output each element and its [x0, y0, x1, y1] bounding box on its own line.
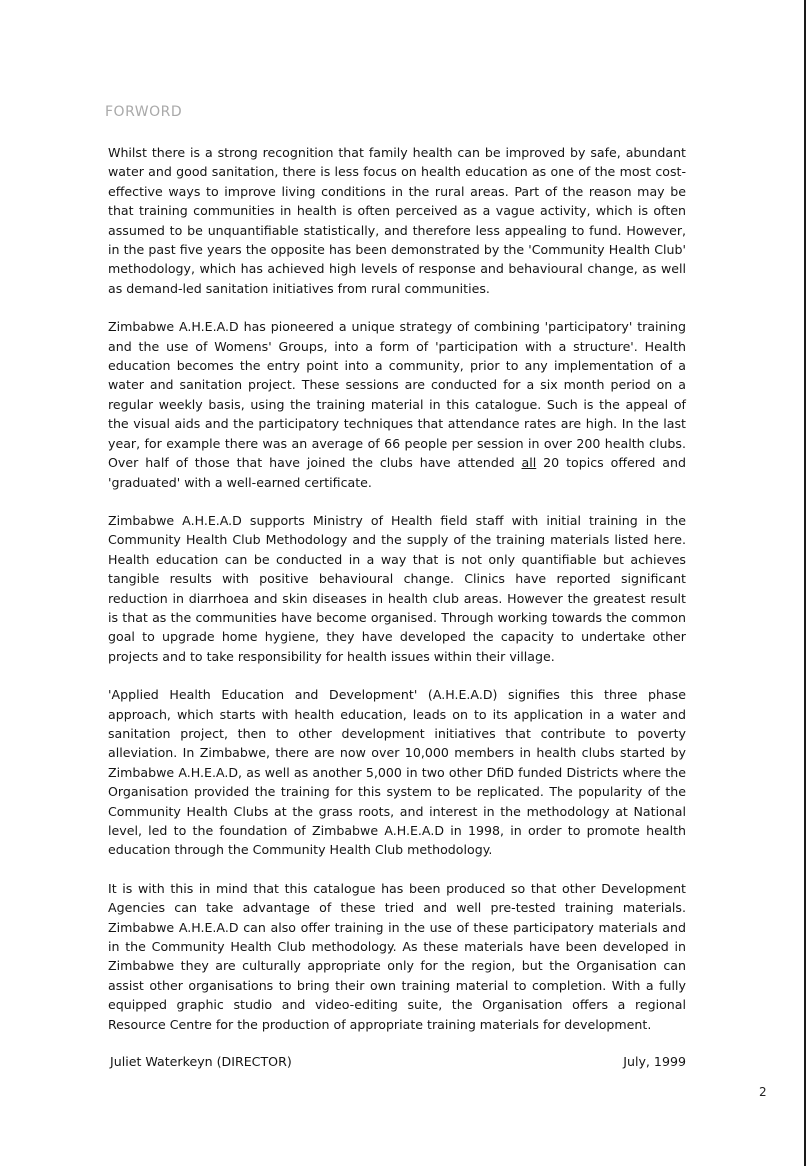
signature-row: [110, 1054, 686, 1069]
paragraph-2-text: Zimbabwe A.H.E.A.D has pioneered a unique strategy of combining 'participatory' training and the use of Womens' Groups, into a form of 'participation with a structure'. Health education becomes the entry point into a community, prior to any implementation of a water and sanitation project. These sessions are conducted for a six month period on a regular weekly basis, using the training material in this catalogue. Such is the appeal of the visual aids and the participatory techniques that attendance rates are high. In the last year, for example there was an average of 66 people per session in over 200 health clubs. Over half of those that have joined the clubs have attended: [108, 319, 686, 471]
paragraph-5-text: It is with this in mind that this catalogue has been produced so that other Development Agencies can take advantage of these tried and well pre-tested training materials. Zimbabwe A.H.E.A.D can also offer training in the use of these participatory materials and in the Community Health Club methodology. As these materials have been developed in Zimbabwe they are culturally appropriate only for the region, but the Organisation can assist other organisations to bring their own training material to completion. With a fully equipped graphic studio and video-editing suite, the Organisation offers a regional Resource Centre for the production of appropriate training materials for development.: [108, 880, 686, 1032]
body-text: [108, 143, 686, 1053]
paragraph-2-underlined-word: all: [521, 455, 537, 471]
date: July, 1999: [623, 1054, 686, 1069]
signature: Juliet Waterkeyn (DIRECTOR): [110, 1054, 292, 1069]
paragraph-3-text: Zimbabwe A.H.E.A.D supports Ministry of Health field staff with initial training in the Community Health Club Methodology and the supply of the training materials listed here. Health education can be conducted in a way that is not only quantifiable but achieves tangible results with positive behavioural change. Clinics have reported significant reduction in diarrhoea and skin diseases in health club areas. However the greatest result is that as the communities have become organised. Through working towards the common goal to upgrade home hygiene, they have developed the capacity to undertake other projects and to take responsibility for health issues within their village.: [108, 512, 686, 664]
paragraph-1: [108, 143, 686, 298]
paragraph-5: [108, 879, 686, 1034]
page-number: 2: [759, 1085, 767, 1099]
paragraph-2-text-after: 20 topics offered and 'graduated' with a well-earned certificate.: [108, 455, 686, 490]
paragraph-3: [108, 511, 686, 666]
paragraph-2: [108, 317, 686, 492]
paragraph-4-text: 'Applied Health Education and Development' (A.H.E.A.D) signifies this three phase approach, which starts with health education, leads on to its application in a water and sanitation project, then to other development initiatives that contribute to poverty alleviation. In Zimbabwe, there are now over 10,000 members in health clubs started by Zimbabwe A.H.E.A.D, as well as another 5,000 in two other DfiD funded Districts where the Organisation provided the training for this system to be replicated. The popularity of the Community Health Clubs at the grass roots, and interest in the methodology at National level, led to the foundation of Zimbabwe A.H.E.A.D in 1998, in order to promote health education through the Community Health Club methodology.: [108, 687, 686, 858]
paragraph-1-text: Whilst there is a strong recognition that family health can be improved by safe, abundant water and good sanitation, there is less focus on health education as one of the most cost-effective ways to improve living conditions in the rural areas. Part of the reason may be that training communities in health is often perceived as a vague activity, which is often assumed to be unquantifiable statistically, and therefore less appealing to fund. However, in the past five years the opposite has been demonstrated by the 'Community Health Club' methodology, which has achieved high levels of response and behavioural change, as well as demand-led sanitation initiatives from rural communities.: [108, 145, 686, 296]
page-heading: FORWORD: [105, 104, 183, 120]
page-edge-line: [804, 0, 806, 1166]
paragraph-4: [108, 685, 686, 860]
